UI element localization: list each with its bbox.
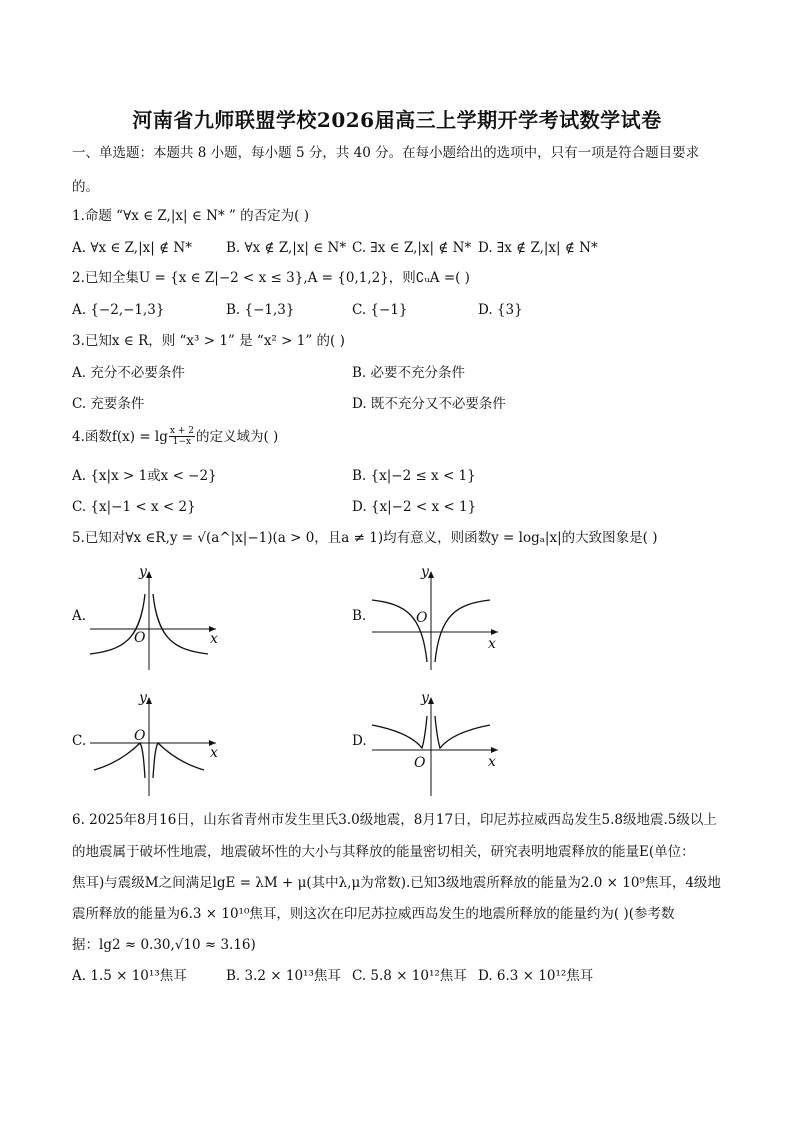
q6-option-d: D. 6.3 × 10¹²焦耳 bbox=[478, 968, 594, 984]
q4-frac-numerator: x + 2 bbox=[169, 426, 194, 436]
q1-stem: 1.命题 “∀x ∈ Z,|x| ∈ N* ” 的否定为( ) bbox=[72, 208, 310, 224]
q6-line1: 6. 2025年8月16日，山东省青州市发生里氏3.0级地震，8月17日，印尼苏拉威西岛发生5.8级地震.5级以上 bbox=[72, 812, 717, 828]
q5-option-d-label: D. bbox=[352, 733, 367, 749]
q6-option-a: A. 1.5 × 10¹³焦耳 bbox=[72, 968, 187, 984]
q6-line5: 据：lg2 ≈ 0.30,√10 ≈ 3.16) bbox=[72, 937, 256, 953]
q1-option-c: C. ∃x ∈ Z,|x| ∉ N* bbox=[352, 240, 472, 256]
q5-stem: 5.已知对∀x ∈R,y = √(a^|x|−1)(a > 0，且a ≠ 1)均有意义，则函数y = logₐ|x|的大致图象是( ) bbox=[72, 530, 658, 546]
q5-option-a-label: A. bbox=[72, 608, 87, 624]
q2-option-b: B. {−1,3} bbox=[226, 302, 295, 318]
section-header-line2: 的。 bbox=[72, 179, 99, 195]
curve-left bbox=[372, 716, 427, 748]
q1-option-d: D. ∃x ∉ Z,|x| ∉ N* bbox=[478, 240, 598, 256]
origin-label: O bbox=[416, 610, 428, 626]
x-axis-label: x bbox=[210, 745, 218, 761]
origin-label: O bbox=[134, 630, 146, 646]
q4-option-a: A. {x|x > 1或x < −2} bbox=[72, 468, 217, 484]
q3-stem: 3.已知x ∈ R，则 “x³ > 1” 是 “x² > 1” 的( ) bbox=[72, 333, 345, 349]
x-axis-arrow bbox=[491, 629, 498, 635]
q1-option-a: A. ∀x ∈ Z,|x| ∉ N* bbox=[72, 240, 192, 256]
q6-option-b: B. 3.2 × 10¹³焦耳 bbox=[226, 968, 341, 984]
curve-right bbox=[153, 743, 204, 778]
y-axis-label: y bbox=[421, 690, 429, 706]
q4-stem-suffix: 的定义域为( ) bbox=[195, 428, 279, 445]
origin-label: O bbox=[414, 755, 426, 771]
q4-stem bbox=[72, 426, 278, 447]
q5-graph-a bbox=[88, 562, 228, 674]
q5-graph-c bbox=[88, 688, 228, 800]
origin-label: O bbox=[134, 728, 146, 744]
q6-line4: 震所释放的能量为6.3 × 10¹⁰焦耳，则这次在印尼苏拉威西岛发生的地震所释放的能量约为( )(参考数 bbox=[72, 906, 675, 922]
curve-right bbox=[153, 594, 208, 654]
q5-option-c-label: C. bbox=[72, 733, 87, 749]
q5-graph-d bbox=[370, 688, 510, 800]
q4-option-c: C. {x|−1 < x < 2} bbox=[72, 499, 196, 515]
x-axis-label: x bbox=[488, 636, 496, 652]
q5-graph-b bbox=[370, 562, 510, 674]
q2-option-d: D. {3} bbox=[478, 302, 523, 318]
q6-option-c: C. 5.8 × 10¹²焦耳 bbox=[352, 968, 467, 984]
curve-left bbox=[94, 743, 145, 778]
curve-right bbox=[435, 716, 490, 748]
x-axis-label: x bbox=[488, 754, 496, 770]
x-axis-label: x bbox=[210, 631, 218, 647]
q4-frac-denominator: 1−x bbox=[172, 437, 192, 447]
x-axis-arrow bbox=[491, 747, 498, 753]
q4-option-b: B. {x|−2 ≤ x < 1} bbox=[352, 468, 476, 484]
q4-stem-prefix: 4.函数f(x) = lg bbox=[72, 428, 168, 445]
q4-fraction bbox=[169, 426, 195, 447]
q3-option-c: C. 充要条件 bbox=[72, 396, 145, 412]
y-axis-label: y bbox=[139, 564, 147, 580]
y-axis-label: y bbox=[139, 690, 147, 706]
section-header-line1: 一、单选题：本题共 8 小题，每小题 5 分，共 40 分。在每小题给出的选项中，只有一项是符合题目要求 bbox=[72, 145, 700, 161]
q2-stem: 2.已知全集U = {x ∈ Z|−2 < x ≤ 3},A = {0,1,2}，则∁ᵤA =( ) bbox=[72, 270, 470, 286]
q6-line2: 的地震属于破坏性地震，地震破坏性的大小与其释放的能量密切相关，研究表明地震释放的能量E(单位： bbox=[72, 844, 695, 860]
q2-option-c: C. {−1} bbox=[352, 302, 408, 318]
curve-right bbox=[435, 600, 490, 662]
q3-option-d: D. 既不充分又不必要条件 bbox=[352, 396, 506, 412]
q3-option-a: A. 充分不必要条件 bbox=[72, 365, 185, 381]
q2-option-a: A. {−2,−1,3} bbox=[72, 302, 165, 318]
q1-option-b: B. ∀x ∉ Z,|x| ∈ N* bbox=[226, 240, 347, 256]
q6-line3: 焦耳)与震级M之间满足lgE = λM + μ(其中λ,μ为常数).已知3级地震所释放的能量为2.0 × 10⁹焦耳，4级地 bbox=[72, 875, 721, 891]
y-axis-label: y bbox=[421, 564, 429, 580]
q5-option-b-label: B. bbox=[352, 608, 367, 624]
exam-title: 河南省九师联盟学校2026届高三上学期开学考试数学试卷 bbox=[132, 108, 662, 132]
q3-option-b: B. 必要不充分条件 bbox=[352, 365, 466, 381]
q4-option-d: D. {x|−2 < x < 1} bbox=[352, 499, 477, 515]
